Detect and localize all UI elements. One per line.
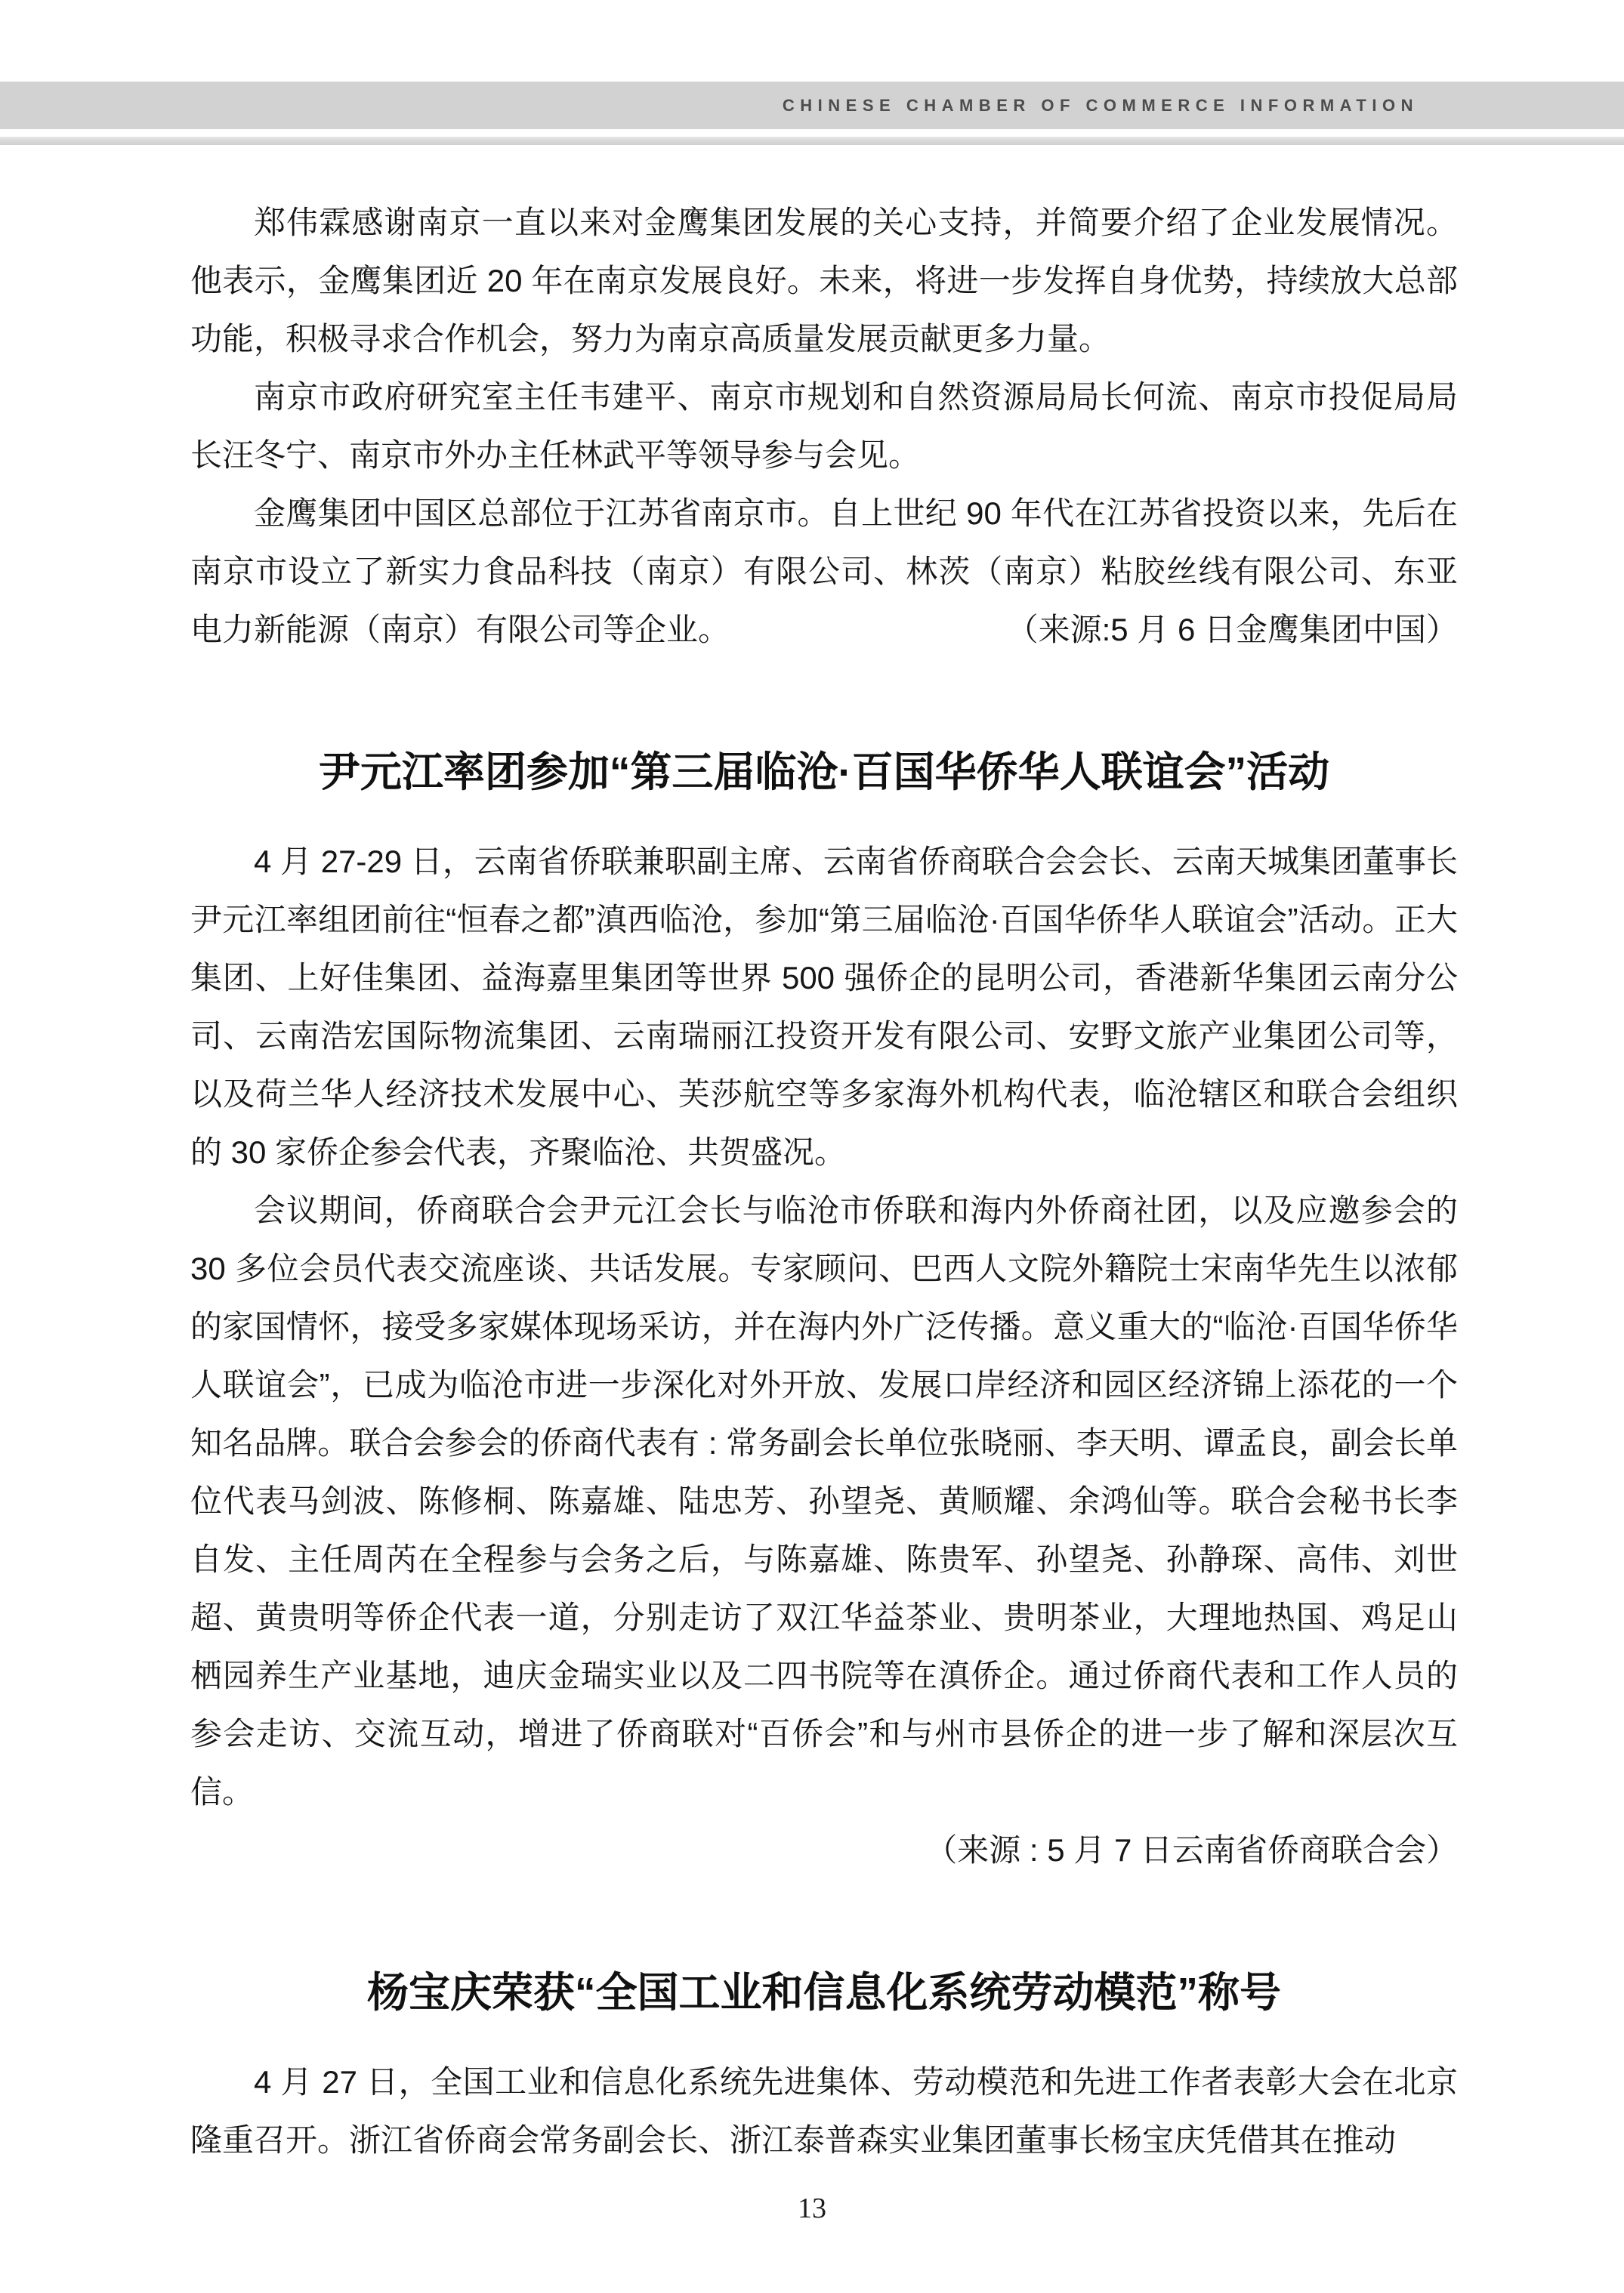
header-banner-text: CHINESE CHAMBER OF COMMERCE INFORMATION (782, 95, 1419, 115)
body-paragraph: 4 月 27 日，全国工业和信息化系统先进集体、劳动模范和先进工作者表彰大会在北京隆重召开。浙江省侨商会常务副会长、浙江泰普森实业集团董事长杨宝庆凭借其在推动 (190, 2064, 1458, 2158)
body-paragraph-text: 金鹰集团中国区总部位于江苏省南京市。自上世纪 90 年代在江苏省投资以来，先后在南京市设立了新实力食品科技（南京）有限公司、林茨（南京）粘胶丝线有限公司、东亚电力新能源（南京）有限公司等企业。 (190, 495, 1458, 647)
source-note: （来源 : 5 月 7 日云南省侨商联合会） (925, 1832, 1458, 1868)
body-paragraph: 会议期间，侨商联合会尹元江会长与临沧市侨联和海内外侨商社团，以及应邀参会的 30 多位会员代表交流座谈、共话发展。专家顾问、巴西人文院外籍院士宋南华先生以浓郁的家国情怀，接受多家媒体现场采访，并在海内外广泛传播。意义重大的“临沧·百国华侨华人联谊会”，已成为临沧市进一步深化对外开放、发展口岸经济和园区经济锦上添花的一个知名品牌。联合会参会的侨商代表有 : 常务副会长单位张晓丽、李天明、谭孟良，副会长单位代表马剑波、陈修桐、陈嘉雄、陆忠芳、孙望尧、黄顺耀、余鸿仙等。联合会秘书长李自发、主任周芮在全程参与会务之后，与陈嘉雄、陈贵军、孙望尧、孙静琛、高伟、刘世超、黄贵明等侨企代表一道，分别走访了双江华益茶业、贵明茶业，大理地热国、鸡足山栖园养生产业基地，迪庆金瑞实业以及二四书院等在滇侨企。通过侨商代表和工作人员的参会走访、交流互动，增进了侨商联对“百侨会”和与州市县侨企的进一步了解和深层次互信。 (190, 1193, 1458, 1810)
header-band (0, 82, 1624, 129)
page-number: 13 (798, 2193, 826, 2224)
article-title: 杨宝庆荣获“全国工业和信息化系统劳动模范”称号 (366, 1969, 1281, 2016)
body-paragraph: 郑伟霖感谢南京一直以来对金鹰集团发展的关心支持，并简要介绍了企业发展情况。他表示，金鹰集团近 20 年在南京发展良好。未来，将进一步发挥自身优势，持续放大总部功能，积极寻求合作机会，努力为南京高质量发展贡献更多力量。 (190, 205, 1458, 356)
header-strip (0, 137, 1624, 145)
body-paragraph (190, 484, 1458, 659)
body-paragraph: 4 月 27-29 日，云南省侨联兼职副主席、云南省侨商联合会会长、云南天城集团董事长尹元江率组团前往“恒春之都”滇西临沧，参加“第三届临沧·百国华侨华人联谊会”活动。正大集团、上好佳集团、益海嘉里集团等世界 500 强侨企的昆明公司，香港新华集团云南分公司、云南浩宏国际物流集团、云南瑞丽江投资开发有限公司、安野文旅产业集团公司等，以及荷兰华人经济技术发展中心、芙莎航空等多家海外机构代表，临沧辖区和联合会组织的 30 家侨企参会代表，齐聚临沧、共贺盛况。 (190, 844, 1458, 1170)
source-note: （来源:5 月 6 日金鹰集团中国） (1006, 612, 1458, 647)
body-paragraph: 南京市政府研究室主任韦建平、南京市规划和自然资源局局长何流、南京市投促局局长汪冬宁、南京市外办主任林武平等领导参与会见。 (190, 379, 1458, 473)
article-title: 尹元江率团参加“第三届临沧·百国华侨华人联谊会”活动 (318, 748, 1330, 795)
page-content (190, 193, 1458, 2169)
